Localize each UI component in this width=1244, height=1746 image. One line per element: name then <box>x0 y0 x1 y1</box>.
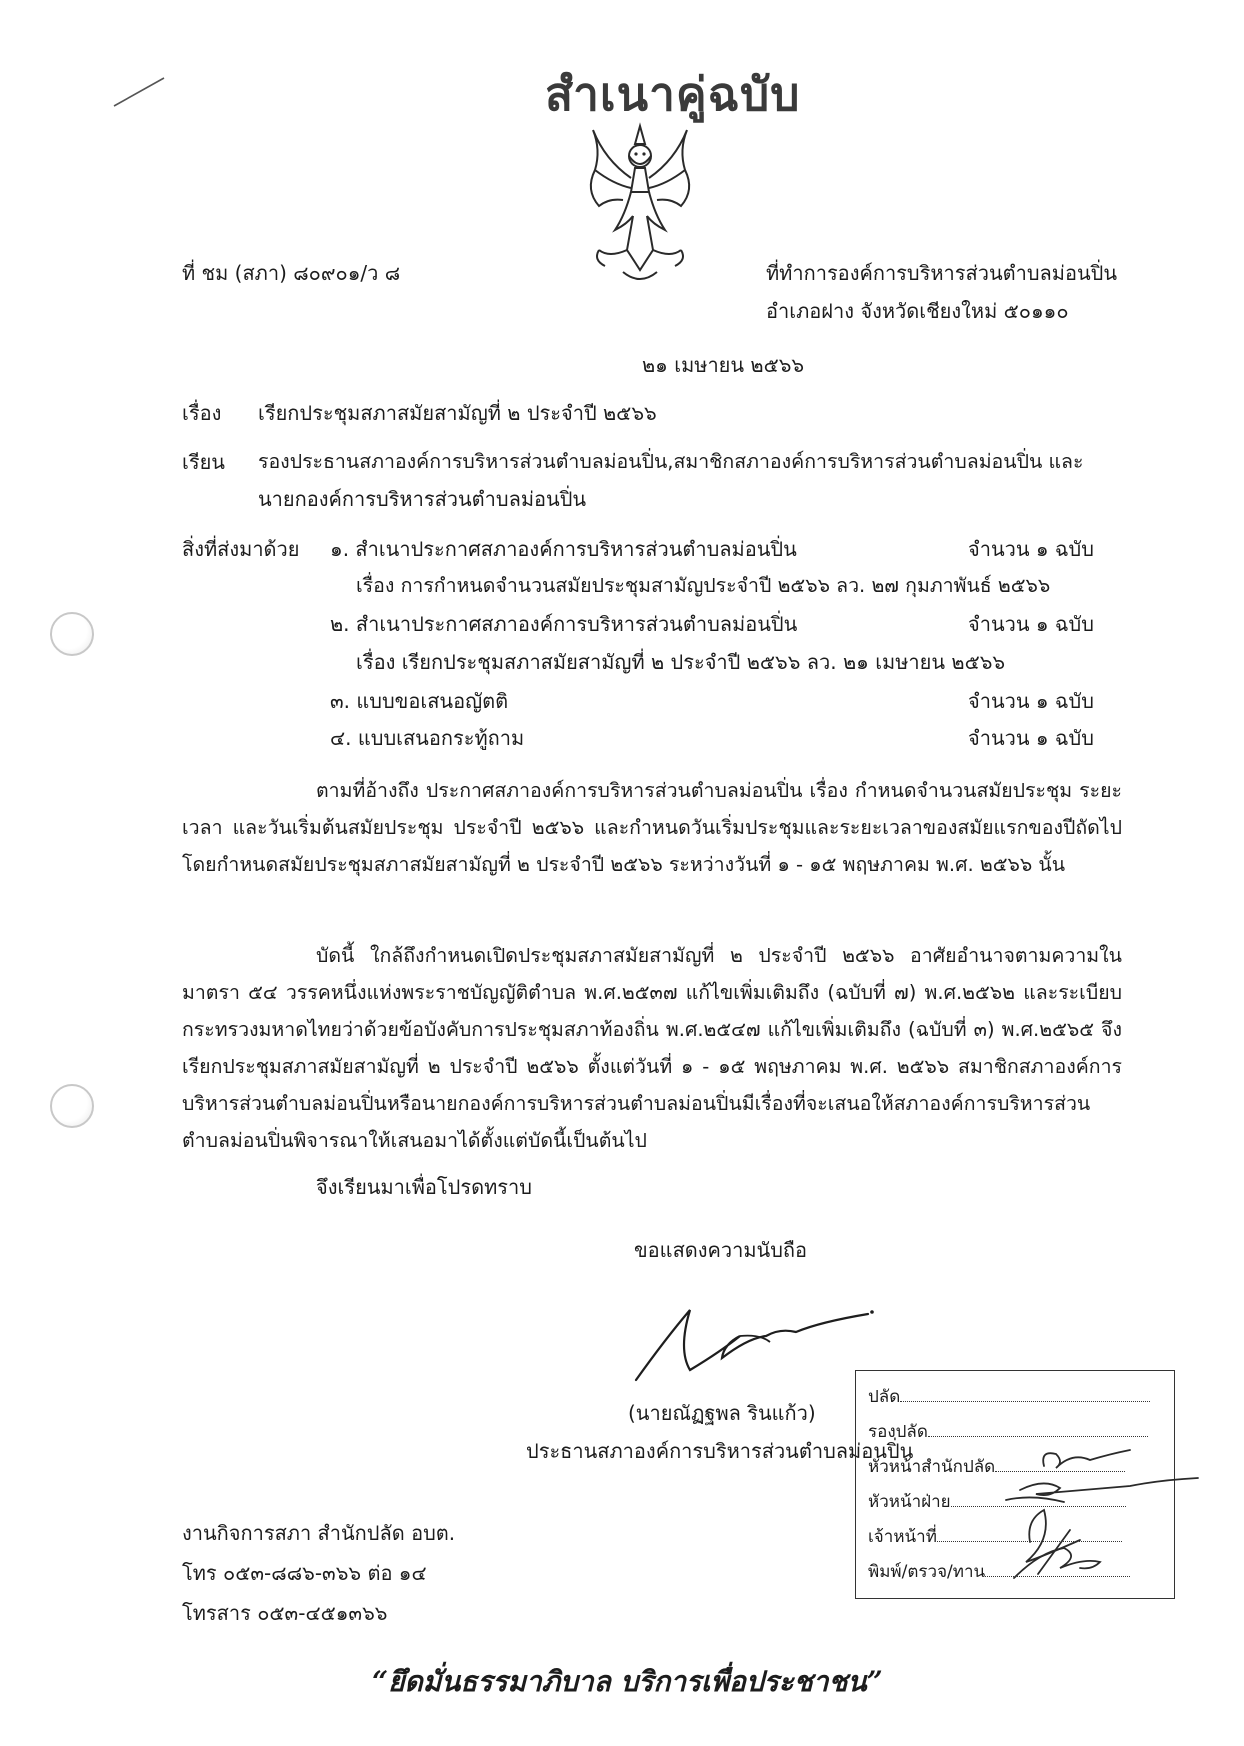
enclosure-item-2: ๒. สำเนาประกาศสภาองค์การบริหารส่วนตำบลม่อนปิ่น <box>330 612 798 636</box>
footer-unit: งานกิจการสภา สำนักปลัด อบต. <box>182 1521 456 1545</box>
pen-stroke-mark <box>110 72 170 112</box>
routing-row-label: หัวหน้าสำนักปลัด <box>868 1457 996 1477</box>
punch-hole-bottom <box>50 1084 94 1128</box>
enclosures-label: สิ่งที่ส่งมาด้วย <box>182 537 300 561</box>
signatory-position: ประธานสภาองค์การบริหารส่วนตำบลม่อนปิ่น <box>526 1439 914 1463</box>
recipient-line1: รองประธานสภาองค์การบริหารส่วนตำบลม่อนปิ่น,สมาชิกสภาองค์การบริหารส่วนตำบลม่อนปิ่น และ <box>258 450 1084 473</box>
recipient-label: เรียน <box>182 450 225 474</box>
routing-row-label: ปลัด <box>868 1387 901 1407</box>
office-address-line1: ที่ทำการองค์การบริหารส่วนตำบลม่อนปิ่น <box>766 261 1118 285</box>
office-address-line2: อำเภอฝาง จังหวัดเชียงใหม่ ๕๐๑๑๐ <box>766 299 1069 323</box>
enclosure-item-1-detail: เรื่อง การกำหนดจำนวนสมัยประชุมสามัญประจำปี ๒๕๖๖ ลว. ๒๗ กุมภาพันธ์ ๒๕๖๖ <box>356 574 1051 597</box>
subject-label: เรื่อง <box>182 401 222 425</box>
copy-stamp: สำเนาคู่ฉบับ <box>545 67 801 121</box>
complimentary-close: ขอแสดงความนับถือ <box>634 1238 808 1262</box>
closing-line: จึงเรียนมาเพื่อโปรดทราบ <box>316 1175 532 1199</box>
enclosure-item-3-qty: จำนวน ๑ ฉบับ <box>968 689 1094 713</box>
recipient-line2: นายกองค์การบริหารส่วนตำบลม่อนปิ่น <box>258 487 587 511</box>
initials-scribbles <box>960 1370 1200 1600</box>
enclosure-item-2-detail: เรื่อง เรียกประชุมสภาสมัยสามัญที่ ๒ ประจำปี ๒๕๖๖ ลว. ๒๑ เมษายน ๒๕๖๖ <box>356 650 1006 674</box>
enclosure-item-3: ๓. แบบขอเสนอญัตติ <box>330 689 509 713</box>
footer-fax: โทรสาร ๐๕๓-๔๕๑๓๖๖ <box>182 1601 388 1625</box>
footer-phone: โทร ๐๕๓-๘๘๖-๓๖๖ ต่อ ๑๔ <box>182 1561 427 1585</box>
reference-number: ที่ ชม (สภา) ๘๐๙๐๑/ว ๘ <box>182 261 401 285</box>
enclosure-item-1: ๑. สำเนาประกาศสภาองค์การบริหารส่วนตำบลม่อนปิ่น <box>330 537 797 561</box>
punch-hole-top <box>50 612 94 656</box>
enclosure-item-4: ๔. แบบเสนอกระทู้ถาม <box>330 726 525 750</box>
body-paragraph-2: บัดนี้ ใกล้ถึงกำหนดเปิดประชุมสภาสมัยสามัญที่ ๒ ประจำปี ๒๕๖๖ อาศัยอำนาจตามความในมาตรา ๕๔ วรรคหนึ่งแห่งพระราชบัญญัติตำบล พ.ศ.๒๕๓๗ แก้ไขเพิ่มเติมถึง (ฉบับที่ ๗) พ.ศ.๒๕๖๒ และระเบียบกระทรวงมหาดไทยว่าด้วยข้อบังคับการประชุมสภาท้องถิ่น พ.ศ.๒๕๔๗ แก้ไขเพิ่มเติมถึง (ฉบับที่ ๓) พ.ศ.๒๕๖๕ จึงเรียกประชุมสภาสมัยสามัญที่ ๒ ประจำปี ๒๕๖๖ ตั้งแต่วันที่ ๑ - ๑๕ พฤษภาคม พ.ศ. ๒๕๖๖ สมาชิกสภาองค์การบริหารส่วนตำบลม่อนปิ่นหรือนายกองค์การบริหารส่วนตำบลม่อนปิ่นมีเรื่องที่จะเสนอให้สภาองค์การบริหารส่วนตำบลม่อนปิ่นพิจารณาให้เสนอมาได้ตั้งแต่บัดนี้เป็นต้นไป <box>182 944 1122 1152</box>
routing-row-label: พิมพ์/ตรวจ/ทาน <box>868 1562 986 1582</box>
garuda-emblem-icon <box>565 120 715 290</box>
subject-text: เรียกประชุมสภาสมัยสามัญที่ ๒ ประจำปี ๒๕๖๖ <box>258 401 657 425</box>
routing-row-label: เจ้าหน้าที่ <box>868 1527 937 1547</box>
routing-row-label: หัวหน้าฝ่าย <box>868 1492 951 1512</box>
handwritten-signature <box>620 1290 880 1390</box>
body-paragraph-1: ตามที่อ้างถึง ประกาศสภาองค์การบริหารส่วนตำบลม่อนปิ่น เรื่อง กำหนดจำนวนสมัยประชุม ระยะเวลา และวันเริ่มต้นสมัยประชุม ประจำปี ๒๕๖๖ และกำหนดวันเริ่มประชุมและระยะเวลาของสมัยแรกของปีถัดไป โดยกำหนดสมัยประชุมสภาสมัยสามัญที่ ๒ ประจำปี ๒๕๖๖ ระหว่างวันที่ ๑ - ๑๕ พฤษภาคม พ.ศ. ๒๕๖๖ นั้น <box>182 779 1122 876</box>
signatory-name: (นายณัฏฐพล รินแก้ว) <box>628 1401 816 1425</box>
letter-date: ๒๑ เมษายน ๒๕๖๖ <box>642 353 805 377</box>
enclosure-item-4-qty: จำนวน ๑ ฉบับ <box>968 726 1094 750</box>
footer-motto: “ยึดมั่นธรรมาภิบาล บริการเพื่อประชาชน” <box>372 1665 883 1698</box>
enclosure-item-2-qty: จำนวน ๑ ฉบับ <box>968 612 1094 636</box>
routing-row-label: รองปลัด <box>868 1422 928 1442</box>
enclosure-item-1-qty: จำนวน ๑ ฉบับ <box>968 537 1094 561</box>
